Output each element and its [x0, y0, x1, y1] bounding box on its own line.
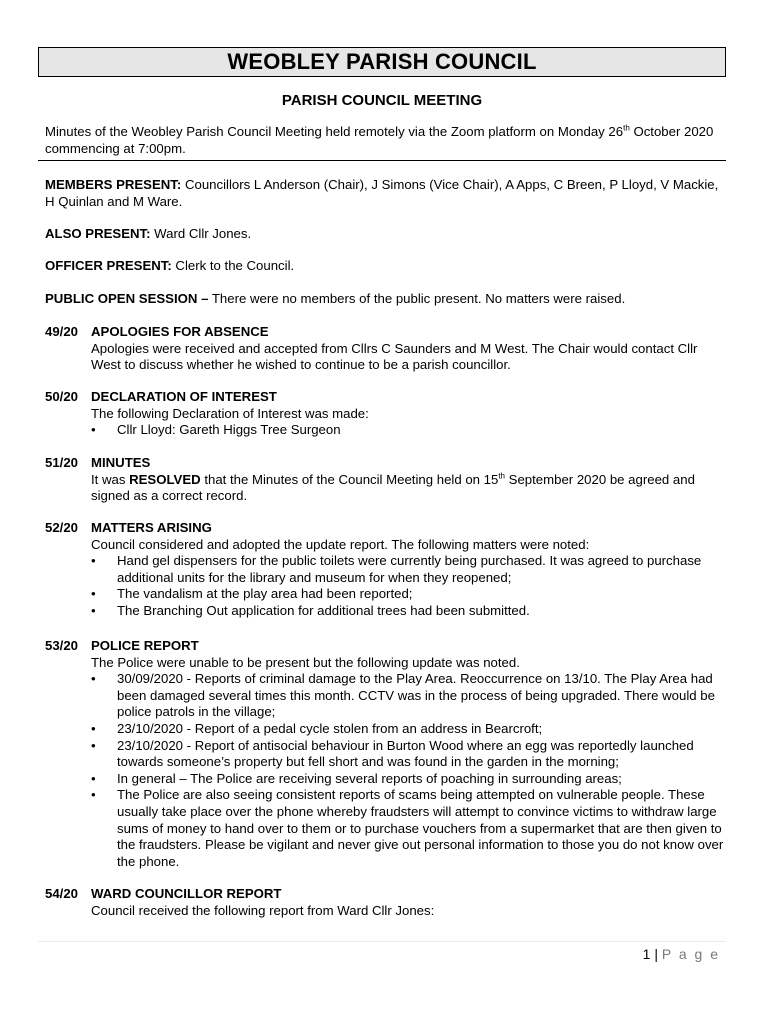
- section-heading: [45, 455, 730, 472]
- section-heading: [45, 389, 730, 406]
- section-body: [91, 406, 730, 439]
- section-heading: [45, 886, 730, 903]
- header-rule: [38, 160, 726, 161]
- section-title: MATTERS ARISING: [91, 520, 212, 535]
- officer-text: Clerk to the Council.: [171, 258, 295, 273]
- section-number: 54/20: [45, 886, 79, 901]
- list-item: • The Police are also seeing consistent reports of scams being attempted on vulnerable people. These usually take place over the phone whereby fraudsters will attempt to convince victims to withdraw large sums of money to hand over to them or to purchase vouchers from a supermarket that are then given to the fraudsters. Please be vigilant and never give out personal information to those you do not know over the phone.: [91, 787, 730, 870]
- bullet-list: [91, 671, 730, 870]
- section-number: 53/20: [45, 638, 79, 653]
- section-50-20: [45, 389, 730, 439]
- footer-separator: |: [650, 946, 662, 962]
- section-54-20: [45, 886, 730, 919]
- section-body: [91, 472, 730, 505]
- section-heading: [45, 324, 730, 341]
- section-number: 50/20: [45, 389, 79, 404]
- officer-label: OFFICER PRESENT:: [45, 258, 172, 273]
- section-52-20: [45, 520, 730, 620]
- section-number: 49/20: [45, 324, 79, 339]
- page-word: P a g e: [661, 946, 720, 962]
- also-text: Ward Cllr Jones.: [150, 226, 252, 241]
- section-text: The Police were unable to be present but the following update was noted.: [91, 654, 520, 670]
- public-label: PUBLIC OPEN SESSION –: [45, 291, 209, 306]
- public-text: There were no members of the public present. No matters were raised.: [208, 291, 626, 306]
- page-number: 1: [642, 946, 651, 962]
- section-text: that the Minutes of the Council Meeting held on 15: [200, 471, 499, 487]
- members-text: Councillors L Anderson (Chair), J Simons (Vice Chair), A Apps, C Breen, P Lloyd, V Mackie, H Quinlan and M Ware.: [45, 177, 719, 209]
- public-open-session: [45, 291, 725, 308]
- section-number: 51/20: [45, 455, 79, 470]
- section-body: Council received the following report from Ward Cllr Jones:: [91, 902, 435, 918]
- list-item: • Cllr Lloyd: Gareth Higgs Tree Surgeon: [91, 422, 730, 439]
- section-body: Apologies were received and accepted from Cllrs C Saunders and M West. The Chair would contact Cllr West to discuss whether he wished to continue to be a parish councillor.: [91, 340, 698, 373]
- list-item: • Hand gel dispensers for the public toilets were currently being purchased. It was agreed to purchase additional units for the library and museum for when they reopened;: [91, 553, 730, 586]
- council-title-box: [38, 47, 726, 77]
- section-text: Council considered and adopted the update report. The following matters were noted:: [91, 536, 590, 552]
- section-title: WARD COUNCILLOR REPORT: [91, 886, 282, 901]
- council-title: WEOBLEY PARISH COUNCIL: [227, 49, 537, 74]
- footer-rule: [38, 941, 726, 942]
- section-title: DECLARATION OF INTEREST: [91, 389, 277, 404]
- intro-paragraph: [45, 124, 725, 157]
- section-49-20: [45, 324, 730, 374]
- bullet-list: [91, 553, 730, 619]
- section-body: [91, 655, 730, 871]
- list-item: • The vandalism at the play area had been reported;: [91, 586, 730, 603]
- bullet-list: [91, 422, 730, 439]
- list-item: • 23/10/2020 - Report of a pedal cycle stolen from an address in Bearcroft;: [91, 721, 730, 738]
- officer-present: [45, 258, 725, 275]
- section-title: APOLOGIES FOR ABSENCE: [91, 324, 269, 339]
- meeting-subtitle: PARISH COUNCIL MEETING: [281, 92, 483, 109]
- section-number: 52/20: [45, 520, 79, 535]
- intro-text: Minutes of the Weobley Parish Council Meeting held remotely via the Zoom platform on Monday 26: [45, 124, 624, 139]
- resolved-text: RESOLVED: [129, 471, 201, 487]
- also-present: [45, 226, 725, 243]
- section-text: It was: [91, 471, 130, 487]
- section-heading: [45, 638, 730, 655]
- section-title: POLICE REPORT: [91, 638, 199, 653]
- section-title: MINUTES: [91, 455, 151, 470]
- section-body: [91, 537, 730, 620]
- list-item: • 30/09/2020 - Reports of criminal damage to the Play Area. Reoccurrence on 13/10. The Play Area had been damaged several times this month. CCTV was in the process of being upgraded. There would be police patrols in the village;: [91, 671, 730, 721]
- section-51-20: [45, 455, 730, 505]
- members-label: MEMBERS PRESENT:: [45, 177, 182, 192]
- section-text: The following Declaration of Interest was made:: [91, 405, 369, 421]
- section-text: September 2020 be agreed and signed as a correct record.: [91, 471, 695, 504]
- intro-sup: th: [623, 123, 630, 133]
- list-item: • 23/10/2020 - Report of antisocial behaviour in Burton Wood where an egg was reportedly launched towards someone’s property but fell short and was found in the garden in the morning;: [91, 738, 730, 771]
- list-item: • The Branching Out application for additional trees had been submitted.: [91, 603, 730, 620]
- section-53-20: [45, 638, 730, 870]
- intro-text-end: October 2020 commencing at 7:00pm.: [45, 124, 714, 156]
- date-sup: th: [498, 471, 505, 481]
- members-present: [45, 177, 725, 210]
- section-heading: [45, 520, 730, 537]
- list-item: • In general – The Police are receiving several reports of poaching in surrounding areas;: [91, 771, 730, 788]
- also-label: ALSO PRESENT:: [45, 226, 151, 241]
- page-footer: [643, 946, 720, 963]
